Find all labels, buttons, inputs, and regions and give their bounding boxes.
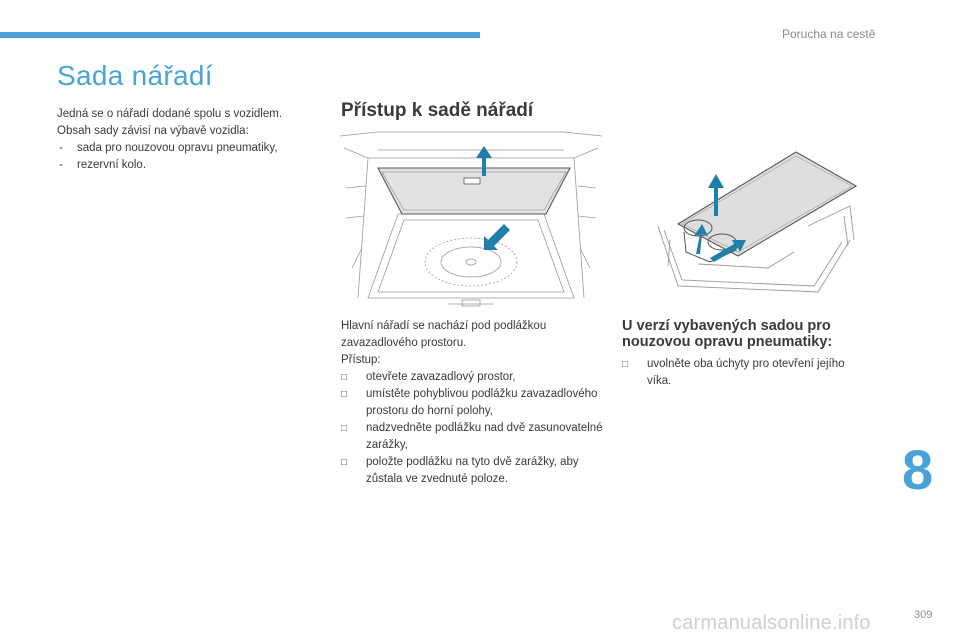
intro-line: Obsah sady závisí na výbavě vozidla:	[57, 125, 249, 137]
body-line: zavazadlového prostoru.	[341, 337, 467, 349]
body-line: Hlavní nářadí se nachází pod podlážkou	[341, 320, 547, 332]
chapter-number: 8	[902, 438, 934, 501]
trunk-floor-illustration	[338, 128, 604, 308]
section-title-repair-kit: U verzí vybavených sadou pro nouzovou opravu pneumatiky:	[622, 318, 833, 350]
list-item: □ uvolněte oba úchyty pro otevření jejího víka.	[622, 356, 862, 390]
intro-block	[57, 106, 327, 174]
header-accent-bar	[0, 32, 480, 38]
running-head: Porucha na cestě	[782, 27, 876, 41]
access-instructions	[341, 318, 603, 488]
body-line: Přístup:	[341, 354, 381, 366]
repair-kit-illustration	[618, 146, 862, 296]
list-item: - rezervní kolo.	[57, 157, 327, 174]
access-steps	[341, 369, 603, 488]
intro-line: Jedná se o nářadí dodané spolu s vozidlem.	[57, 108, 283, 120]
list-item: □ otevřete zavazadlový prostor,	[341, 369, 603, 386]
page-title: Sada nářadí	[57, 60, 213, 91]
intro-list	[57, 140, 327, 174]
list-item: □ položte podlážku na tyto dvě zarážky, aby zůstala ve zvednuté poloze.	[341, 454, 603, 488]
list-item: - sada pro nouzovou opravu pneumatiky,	[57, 140, 327, 157]
list-item: □ nadzvedněte podlážku nad dvě zasunovatelné zarážky,	[341, 420, 603, 454]
page-number: 309	[914, 609, 933, 621]
watermark: carmanualsonline.info	[672, 612, 871, 634]
repair-kit-steps	[622, 356, 862, 390]
section-title-access: Přístup k sadě nářadí	[341, 100, 534, 121]
list-item: □ umístěte pohyblivou podlážku zavazadlového prostoru do horní polohy,	[341, 386, 603, 420]
